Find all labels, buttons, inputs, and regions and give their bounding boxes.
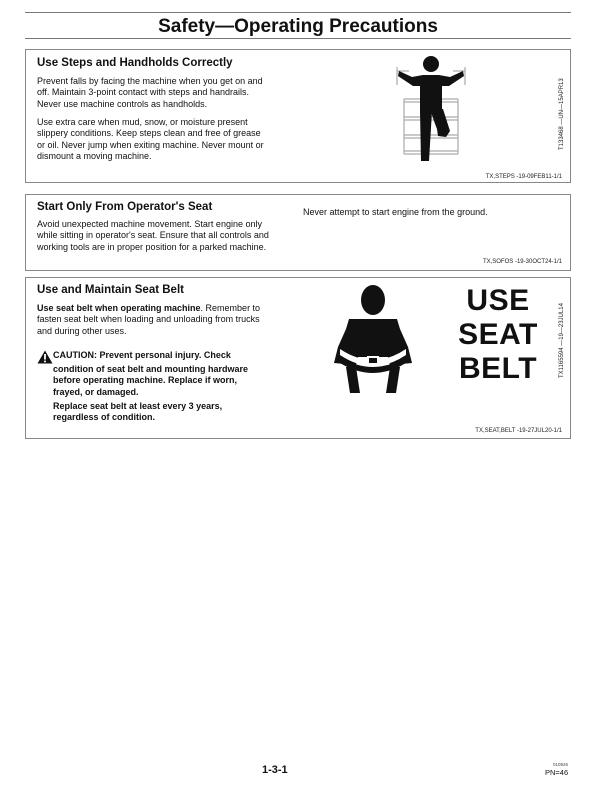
- page-title: Safety—Operating Precautions: [25, 12, 571, 39]
- belt-reference: TX,SEAT,BELT -19-27JUL20-1/1: [475, 428, 562, 434]
- caution-block: CAUTION: Prevent personal injury. Check condition of seat belt and mounting hardware before operating machine. Replace if worn, frayed, or damaged.: [37, 350, 248, 398]
- warning-triangle-icon: [37, 350, 53, 364]
- section-belt-title: Use and Maintain Seat Belt: [37, 284, 184, 296]
- use-seat-belt-sign: USE SEAT BELT: [458, 284, 538, 385]
- steps-paragraph-2: Use extra care when mud, snow, or moisture present slippery conditions. Keep steps clean and free of grease or oil. Never jump when exiting machine. Never mount or dismount a moving machine.: [37, 117, 264, 162]
- seat-reference: TX,SOFOS -19-30OCT24-1/1: [482, 259, 562, 265]
- steps-reference: TX,STEPS -19-09FEB11-1/1: [485, 174, 562, 180]
- section-operator-seat: [25, 194, 571, 271]
- belt-paragraph: Use seat belt when operating machine. Remember to fasten seat belt when loading and unloading from trucks and during other uses.: [37, 303, 261, 336]
- replace-belt-note: Replace seat belt at least every 3 years, regardless of condition.: [53, 401, 223, 423]
- seat-paragraph: Avoid unexpected machine movement. Start engine only while sitting in operator's seat. Ensure that all controls and working tools are in proper position for a parked machine.: [37, 219, 269, 252]
- steps-figure-id: T133468 —UN—15APR13: [559, 78, 565, 150]
- footer-pn: PN=46: [545, 768, 569, 777]
- section-seat-title: Start Only From Operator's Seat: [37, 201, 213, 213]
- page-number: 1-3-1: [262, 764, 288, 776]
- belt-figure-id: TX1165594 —19—23JUL14: [559, 303, 565, 378]
- footer-code: 010926: [553, 762, 569, 767]
- section-steps: [25, 49, 571, 183]
- section-steps-title: Use Steps and Handholds Correctly: [37, 57, 233, 69]
- section-seat-belt: [25, 277, 571, 439]
- seat-right-text: Never attempt to start engine from the ground.: [303, 207, 488, 217]
- climbing-figure-illustration: [386, 53, 476, 165]
- seated-person-seat-belt-icon: [326, 283, 418, 395]
- steps-paragraph-1: Prevent falls by facing the machine when you get on and off. Maintain 3-point contact with steps and handrails. Never use machine controls as handholds.: [37, 76, 263, 109]
